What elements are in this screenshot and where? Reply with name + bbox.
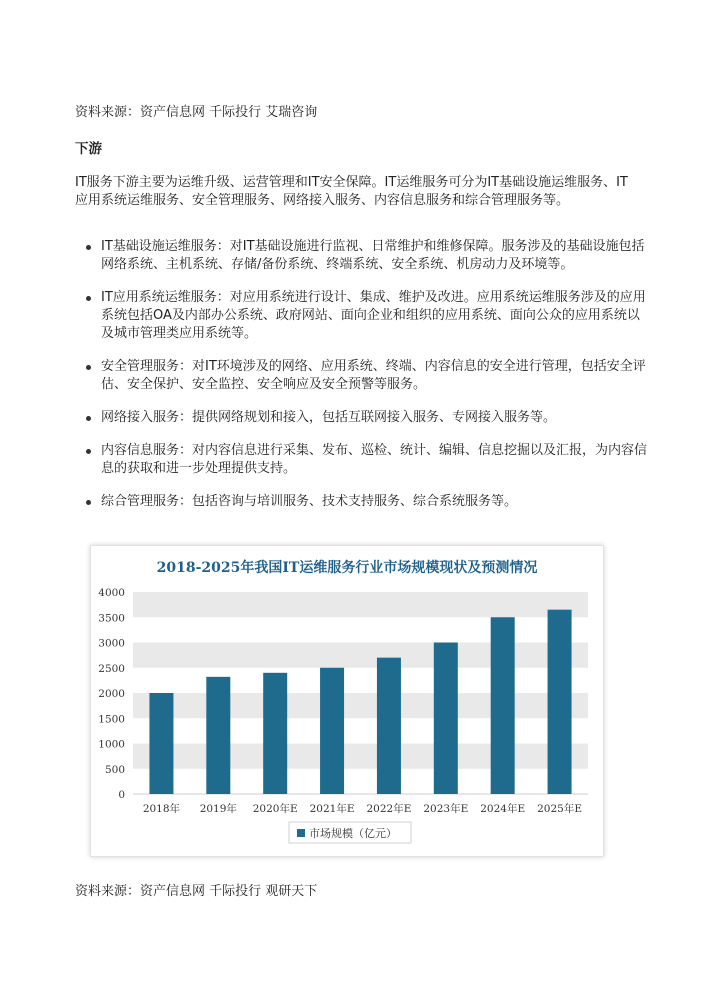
list-item: IT应用系统运维服务：对应用系统进行设计、集成、维护及改进。应用系统运维服务涉及的应用系统包括OA及内部办公系统、政府网站、面向企业和组织的应用系统、面向公众的应用系统以及城市管理类应用系统等。	[75, 289, 650, 343]
y-tick-label: 500	[104, 763, 125, 776]
grid-band	[133, 693, 588, 718]
y-tick-label: 1500	[98, 713, 125, 726]
bar	[320, 668, 344, 794]
grid-band	[133, 744, 588, 769]
source-note-bottom: 资料来源：资产信息网 千际投行 观研天下	[75, 884, 318, 899]
legend-swatch	[297, 829, 305, 837]
list-item: IT基础设施运维服务：对IT基础设施进行监视、日常维护和维修保障。服务涉及的基础设施包括网络系统、主机系统、存储/备份系统、终端系统、安全系统、机房动力及环境等。	[75, 238, 650, 274]
section-heading: 下游	[75, 141, 102, 157]
x-tick-label: 2018年	[142, 803, 181, 815]
x-tick-label: 2019年	[199, 803, 237, 815]
chart-legend	[297, 826, 397, 840]
bar	[149, 693, 173, 794]
chart-title: 2018-2025年我国IT运维服务行业市场规模现状及预测情况	[156, 560, 538, 576]
x-tick-label: 2025年E	[537, 803, 583, 815]
market-size-chart	[90, 545, 604, 857]
x-tick-label: 2021年E	[309, 803, 355, 815]
y-tick-label: 3500	[98, 612, 125, 625]
y-tick-label: 0	[118, 789, 125, 801]
plot-area	[98, 587, 588, 815]
y-tick-label: 3000	[98, 637, 125, 650]
chart-canvas	[91, 546, 603, 856]
list-item: 安全管理服务：对IT环境涉及的网络、应用系统、终端、内容信息的安全进行管理，包括安全评估、安全保护、安全监控、安全响应及安全预警等服务。	[75, 358, 650, 394]
y-tick-label: 2000	[98, 688, 125, 700]
x-tick-label: 2022年E	[366, 803, 412, 815]
grid-band	[133, 643, 588, 668]
bar	[491, 617, 515, 794]
y-tick-label: 1000	[98, 738, 125, 751]
bar	[206, 677, 230, 794]
y-tick-label: 2500	[98, 662, 125, 675]
y-tick-label: 4000	[98, 587, 125, 599]
source-note-top: 资料来源：资产信息网 千际投行 艾瑞咨询	[75, 105, 318, 120]
list-item: 内容信息服务：对内容信息进行采集、发布、巡检、统计、编辑、信息挖掘以及汇报，为内容信息的获取和进一步处理提供支持。	[75, 442, 650, 478]
bar	[434, 643, 458, 795]
intro-paragraph: IT服务下游主要为运维升级、运营管理和IT安全保障。IT运维服务可分为IT基础设施运维服务、IT应用系统运维服务、安全管理服务、网络接入服务、内容信息服务和综合管理服务等。	[75, 175, 628, 208]
x-tick-label: 2024年E	[480, 803, 526, 815]
grid-line	[133, 592, 588, 593]
grid-band	[133, 592, 588, 617]
list-item: 网络接入服务：提供网络规划和接入，包括互联网接入服务、专网接入服务等。	[75, 409, 650, 427]
x-tick-label: 2020年E	[252, 803, 298, 815]
bar	[377, 658, 401, 794]
list-item: 综合管理服务：包括咨询与培训服务、技术支持服务、综合系统服务等。	[75, 493, 650, 511]
legend-label: 市场规模（亿元）	[309, 827, 397, 840]
x-tick-label: 2023年E	[423, 803, 469, 815]
bar	[548, 610, 572, 794]
service-list	[75, 238, 650, 526]
bar	[263, 673, 287, 794]
